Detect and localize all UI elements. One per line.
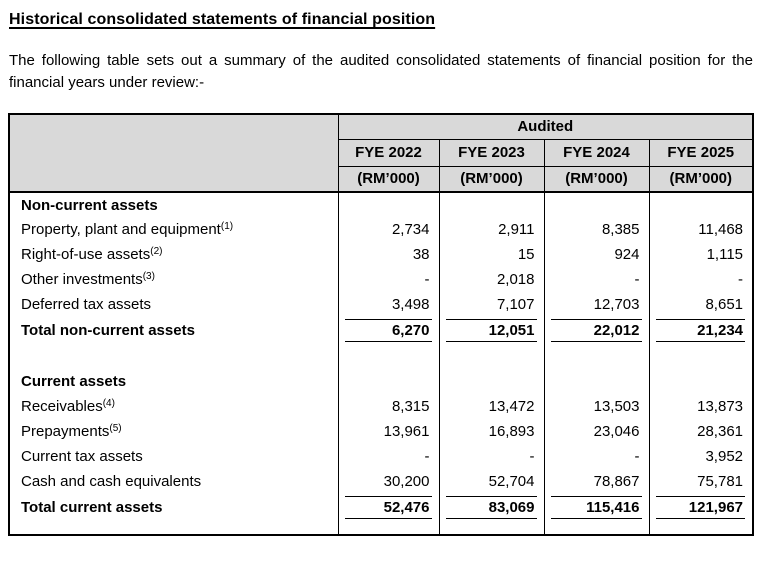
total-value-cell [338,494,439,521]
row-label [9,369,338,394]
row-label-text: Current assets [21,373,127,390]
section-row [9,192,753,217]
value-cell [338,369,439,394]
value-cell: - [649,267,753,292]
value-cell: 52,704 [439,469,544,494]
value-cell [649,369,753,394]
item-row [9,469,753,494]
total-value: 22,012 [551,319,642,342]
total-value-cell [338,317,439,344]
row-label-text: Non-current assets [21,196,158,214]
value-cell: 1,115 [649,242,753,267]
row-label-text: Receivables [21,398,103,415]
value-cell: 8,315 [338,394,439,419]
value-cell: 2,734 [338,217,439,242]
value-cell: - [544,267,649,292]
value-cell: - [338,444,439,469]
total-value-cell [649,317,753,344]
row-label-text: Other investments [21,271,143,288]
spacer-row [9,521,753,535]
total-value: 83,069 [446,496,537,519]
value-cell: 8,385 [544,217,649,242]
total-value-cell [544,317,649,344]
row-label-text: Cash and cash equivalents [21,473,202,490]
value-cell: 11,468 [649,217,753,242]
spacer-cell [338,521,439,535]
footnote-ref: (2) [150,246,163,257]
row-label [9,192,338,217]
row-label-text: Right-of-use assets [21,246,151,263]
total-value-cell [649,494,753,521]
value-cell: 12,703 [544,292,649,317]
row-label [9,317,338,344]
row-label [9,242,338,267]
total-value: 6,270 [345,319,432,342]
total-value: 121,967 [656,496,746,519]
row-label-text: Prepayments [21,423,110,440]
total-row [9,494,753,521]
row-label [9,267,338,292]
value-cell: 3,498 [338,292,439,317]
document-page [0,9,760,561]
item-row [9,267,753,292]
value-cell: 13,472 [439,394,544,419]
spacer-cell [649,344,753,369]
footnote-ref: (1) [220,221,234,232]
value-cell [439,369,544,394]
row-label-text: Total current assets [21,499,163,516]
value-cell: 2,911 [439,217,544,242]
row-label-text: Current tax assets [21,448,143,465]
footnote-ref: (5) [109,423,122,434]
value-cell: - [338,267,439,292]
value-cell: 15 [439,242,544,267]
intro-paragraph: The following table sets out a summary of the audited consolidated statements of financial position for the financial years under review:- [9,52,753,91]
financial-position-table [8,113,754,536]
row-label [9,469,338,494]
value-cell: 7,107 [439,292,544,317]
row-label [9,394,338,419]
col-header-fye-2023: FYE 2023 [439,139,544,166]
row-label-text: Deferred tax assets [21,296,152,313]
value-cell: 75,781 [649,469,753,494]
value-cell: - [544,444,649,469]
spacer-cell [439,521,544,535]
value-cell: 13,961 [338,419,439,444]
value-cell: 13,873 [649,394,753,419]
corner-cell [9,114,338,192]
item-row [9,292,753,317]
col-header-fye-2024: FYE 2024 [544,139,649,166]
total-value-cell [439,317,544,344]
value-cell: 30,200 [338,469,439,494]
row-label-text: Total non-current assets [21,322,195,339]
unit-header-2: (RM’000) [439,166,544,192]
row-label-text: Property, plant and equipment [21,221,221,238]
item-row [9,444,753,469]
value-cell: 2,018 [439,267,544,292]
row-label [9,494,338,521]
col-header-fye-2022: FYE 2022 [338,139,439,166]
page-title: Historical consolidated statements of financial position [9,11,436,28]
item-row [9,394,753,419]
value-cell: 23,046 [544,419,649,444]
value-cell: 78,867 [544,469,649,494]
section-row [9,369,753,394]
value-cell: 16,893 [439,419,544,444]
footnote-ref: (3) [142,271,155,282]
row-label [9,419,338,444]
table-body [9,192,753,535]
spacer-cell [9,344,338,369]
audited-header-row [9,114,753,139]
value-cell: - [439,444,544,469]
row-label [9,444,338,469]
row-label [9,217,338,242]
item-row [9,242,753,267]
value-cell [544,192,649,217]
audited-header: Audited [338,114,753,139]
value-cell: 38 [338,242,439,267]
col-header-fye-2025: FYE 2025 [649,139,753,166]
value-cell: 13,503 [544,394,649,419]
total-row [9,317,753,344]
row-label [9,292,338,317]
value-cell: 924 [544,242,649,267]
value-cell [544,369,649,394]
total-value-cell [439,494,544,521]
spacer-cell [544,344,649,369]
spacer-cell [338,344,439,369]
total-value: 115,416 [551,496,642,519]
unit-header-1: (RM’000) [338,166,439,192]
value-cell: 8,651 [649,292,753,317]
spacer-row [9,344,753,369]
spacer-cell [9,521,338,535]
item-row [9,419,753,444]
total-value-cell [544,494,649,521]
value-cell [439,192,544,217]
spacer-cell [649,521,753,535]
total-value: 12,051 [446,319,537,342]
value-cell: 3,952 [649,444,753,469]
unit-header-4: (RM’000) [649,166,753,192]
unit-header-3: (RM’000) [544,166,649,192]
total-value: 21,234 [656,319,746,342]
total-value: 52,476 [345,496,432,519]
footnote-ref: (4) [102,398,115,409]
spacer-cell [439,344,544,369]
spacer-cell [544,521,649,535]
value-cell [338,192,439,217]
item-row [9,217,753,242]
value-cell: 28,361 [649,419,753,444]
value-cell [649,192,753,217]
